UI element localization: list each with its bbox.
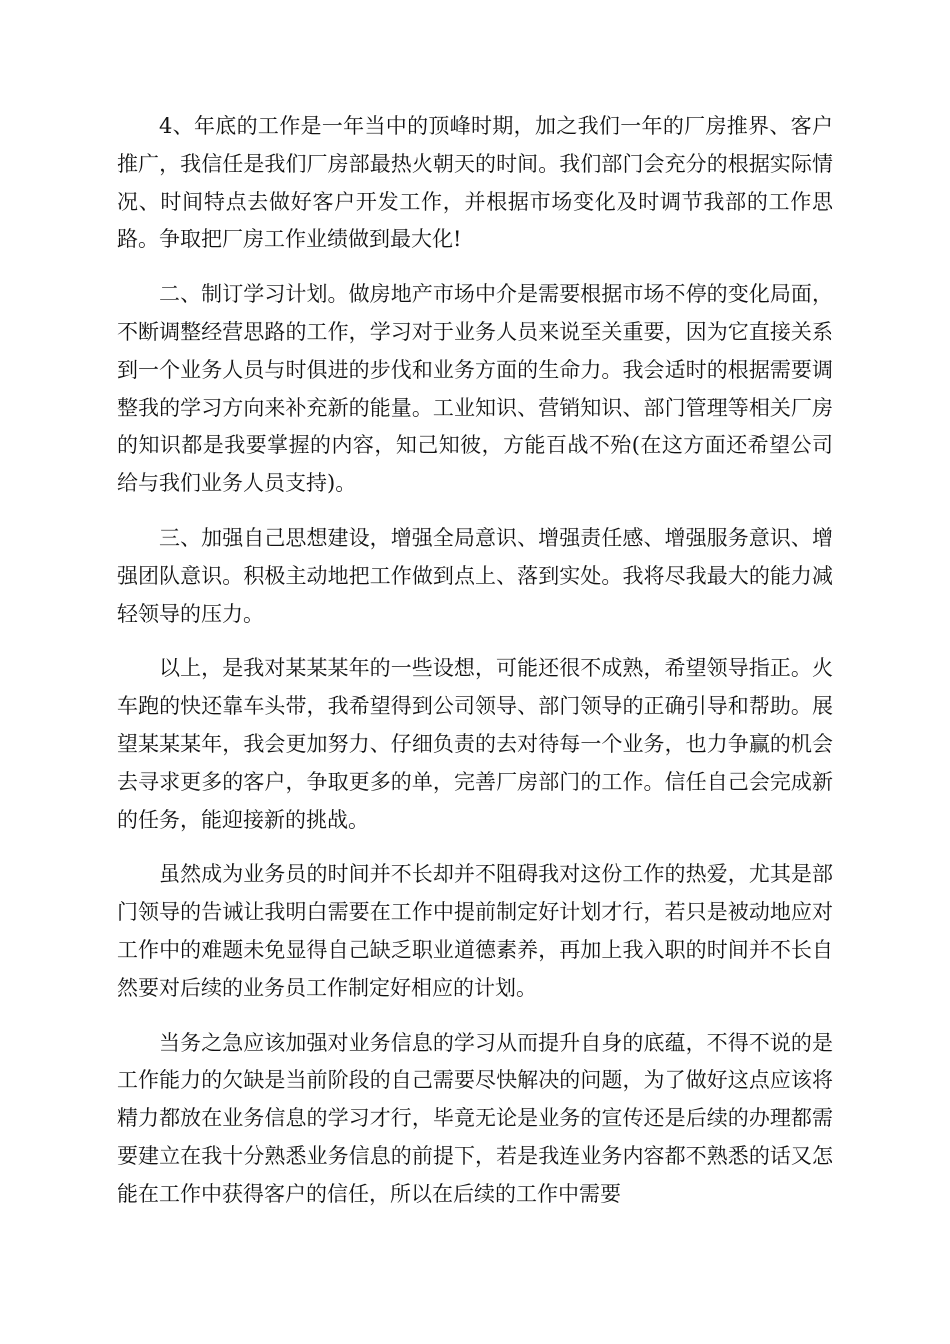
paragraph-study-plan: 二、制订学习计划。做房地产市场中介是需要根据市场不停的变化局面，不断调整经营思路的工作，学习对于业务人员来说至关重要，因为它直接关系到一个业务人员与时俱进的步伐和业务方面的生命力。我会适时的根据需要调整我的学习方向来补充新的能量。工业知识、营销知识、部门管理等相关厂房的知识都是我要掌握的内容，知己知彼，方能百战不殆(在这方面还希望公司给与我们业务人员支持)。 [117, 282, 833, 496]
paragraph-ideology-building: 三、加强自己思想建设，增强全局意识、增强责任感、增强服务意识、增强团队意识。积极主动地把工作做到点上、落到实处。我将尽我最大的能力减轻领导的压力。 [117, 525, 833, 626]
paragraph-urgent-tasks: 当务之急应该加强对业务信息的学习从而提升自身的底蕴，不得不说的是工作能力的欠缺是当前阶段的自己需要尽快解决的问题，为了做好这点应该将精力都放在业务信息的学习才行，毕竟无论是业务的宣传还是后续的办理都需要建立在我十分熟悉业务信息的前提下，若是我连业务内容都不熟悉的话又怎能在工作中获得客户的信任，所以在后续的工作中需要 [117, 1030, 833, 1206]
document-body [117, 108, 833, 1231]
paragraph-year-end-work: 4、年底的工作是一年当中的顶峰时期，加之我们一年的厂房推界、客户推广，我信任是我们厂房部最热火朝天的时间。我们部门会充分的根据实际情况、时间特点去做好客户开发工作，并根据市场变化及时调节我部的工作思路。争取把厂房工作业绩做到最大化! [117, 114, 833, 252]
paragraph-salesperson-reflection: 虽然成为业务员的时间并不长却并不阻碍我对这份工作的热爱，尤其是部门领导的告诫让我明白需要在工作中提前制定好计划才行，若只是被动地应对工作中的难题未免显得自己缺乏职业道德素养，再加上我入职的时间并不长自然要对后续的业务员工作制定好相应的计划。 [117, 862, 833, 1000]
paragraph-conclusion: 以上，是我对某某某年的一些设想，可能还很不成熟，希望领导指正。火车跑的快还靠车头带，我希望得到公司领导、部门领导的正确引导和帮助。展望某某某年，我会更加努力、仔细负责的去对待每一个业务，也力争赢的机会去寻求更多的客户，争取更多的单，完善厂房部门的工作。信任自己会完成新的任务，能迎接新的挑战。 [117, 656, 833, 832]
